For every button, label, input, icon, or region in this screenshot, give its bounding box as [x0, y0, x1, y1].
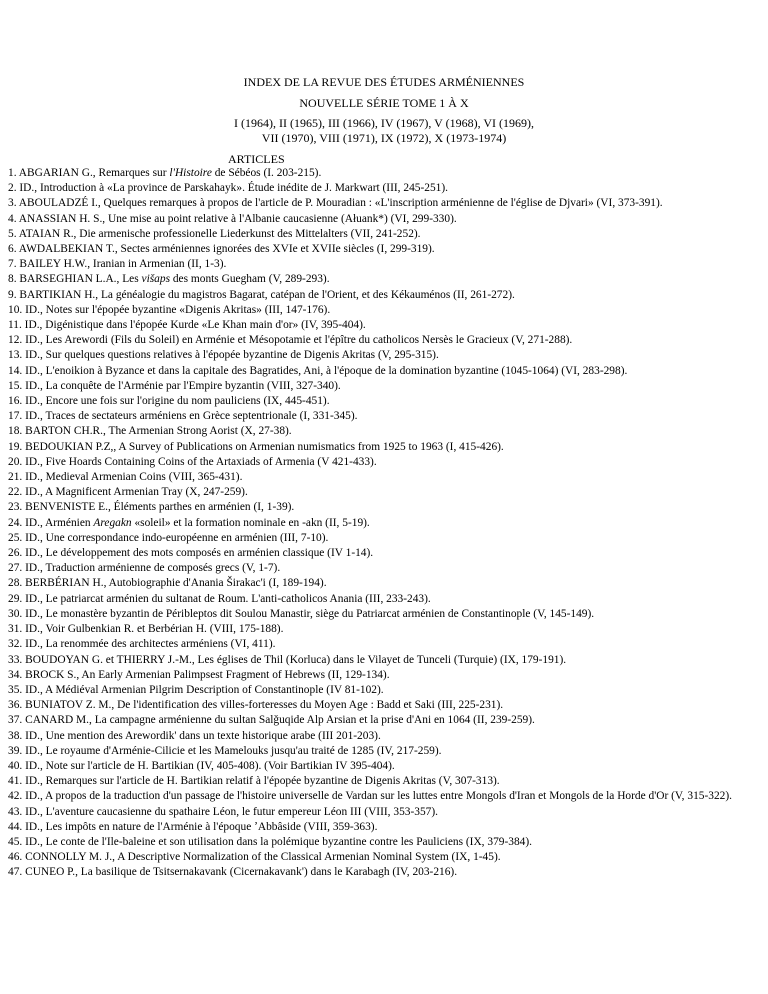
- series-title: NOUVELLE SÉRIE TOME 1 À X: [299, 96, 469, 110]
- entry-text: CANARD M., La campagne arménienne du sultan Salǧuqide Alp Arsian et la prise d'Ani en 1064 (II, 239-259).: [25, 714, 535, 727]
- article-entry: [8, 805, 751, 820]
- article-entry: [8, 272, 751, 287]
- article-entry: [8, 637, 751, 652]
- article-entry: [8, 181, 751, 196]
- entry-text: BENVENISTE E., Éléments parthes en arménien (I, 1-39).: [25, 501, 295, 514]
- entry-text: ID., L'aventure caucasienne du spathaire Léon, le futur empereur Léon III (VIII, 353-357).: [25, 805, 438, 818]
- article-entry: [8, 713, 751, 728]
- entry-text: BOUDOYAN G. et THIERRY J.-M., Les églises de Thil (Korluca) dans le Vilayet de Tunceli (Turquie) (IX, 179-191).: [25, 653, 567, 666]
- entry-text: ABGARIAN G., Remarques sur: [18, 167, 170, 179]
- entry-number: 26.: [8, 547, 26, 560]
- entry-number: 21.: [8, 471, 26, 484]
- entry-text: BERBÉRIAN H., Autobiographie d'Anania Širakac'i (I, 189-194).: [25, 577, 327, 590]
- article-entry: [8, 683, 751, 698]
- entry-text: ANASSIAN H. S., Une mise au point relative à l'Albanie caucasienne (Ałuank*) (VI, 299-330).: [18, 212, 457, 225]
- article-entry: [8, 607, 751, 622]
- article-entry: [8, 242, 751, 257]
- entry-text: ID., Traduction arménienne de composés grecs (V, 1-7).: [25, 562, 281, 575]
- article-entry: [8, 865, 751, 880]
- entry-text: ID., Arménien: [25, 516, 94, 529]
- volumes-line-1: I (1964), II (1965), III (1966), IV (1967), V (1968), VI (1969),: [233, 116, 535, 130]
- article-entry: [8, 364, 751, 379]
- article-entry: [8, 744, 751, 759]
- entry-number: 37.: [8, 714, 26, 727]
- entry-text: ID., Le patriarcat arménien du sultanat de Roum. L'anti-catholicos Anania (III, 233-243).: [25, 592, 431, 605]
- entry-number: 46.: [8, 851, 26, 864]
- article-entry: [8, 485, 751, 500]
- article-entry: [8, 546, 751, 561]
- article-entry: [8, 729, 751, 744]
- article-entry: [8, 531, 751, 546]
- article-entry: [8, 668, 751, 683]
- entry-text: ABOULADZÉ I., Quelques remarques à propos de l'article de P. Mouradian : «L'inscription arménienne de l'église de Djvari» (VI, 373-391).: [18, 197, 663, 210]
- entry-number: 39.: [8, 744, 26, 757]
- entry-italic-text: l'Histoire: [169, 167, 212, 179]
- entry-italic-text: Aregakn: [93, 516, 132, 529]
- entry-text: ID., La conquête de l'Arménie par l'Empire byzantin (VIII, 327-340).: [25, 379, 341, 392]
- entry-number: 12.: [8, 334, 26, 347]
- entry-number: 5.: [8, 227, 19, 240]
- article-entry: [8, 653, 751, 668]
- entry-number: 3.: [8, 197, 19, 210]
- entry-text: ID., Voir Gulbenkian R. et Berbérian H. (VIII, 175-188).: [25, 623, 284, 636]
- entry-text: ID., A Médiéval Armenian Pilgrim Description of Constantinople (IV 81-102).: [25, 683, 384, 696]
- entry-text: ID., Five Hoards Containing Coins of the Artaxiads of Armenia (V 421-433).: [25, 455, 377, 468]
- entry-text-tail: «soleil» et la formation nominale en -akn (II, 5-19).: [131, 516, 370, 529]
- entry-text: ID., Une correspondance indo-européenne en arménien (III, 7-10).: [25, 531, 329, 544]
- entry-text: ID., Le développement des mots composés en arménien classique (IV 1-14).: [25, 547, 374, 560]
- entry-text: ID., A Magnificent Armenian Tray (X, 247-259).: [25, 486, 248, 499]
- section-heading: ARTICLES: [228, 152, 285, 166]
- entry-number: 2.: [8, 182, 20, 195]
- volumes-line-2: VII (1970), VIII (1971), IX (1972), X (1973-1974): [261, 131, 507, 145]
- entry-number: 11.: [8, 319, 25, 332]
- article-list: [8, 166, 751, 881]
- entry-number: 35.: [8, 683, 26, 696]
- entry-number: 20.: [8, 455, 26, 468]
- entry-text: BARSEGHIAN L.A., Les: [19, 273, 142, 286]
- entry-text-tail: de Sébéos (I. 203-215).: [211, 167, 322, 179]
- article-entry: [8, 576, 751, 591]
- entry-number: 15.: [8, 379, 26, 392]
- article-entry: [8, 440, 751, 455]
- entry-number: 30.: [8, 607, 26, 620]
- entry-text: BROCK S., An Early Armenian Palimpsest Fragment of Hebrews (II, 129-134).: [25, 668, 390, 681]
- entry-text: ID., Note sur l'article de H. Bartikian (IV, 405-408). (Voir Bartikian IV 395-404).: [25, 759, 395, 772]
- entry-number: 33.: [8, 653, 26, 666]
- entry-number: 19.: [8, 440, 26, 453]
- article-entry: [8, 424, 751, 439]
- article-entry: [8, 257, 751, 272]
- entry-text: ID., Notes sur l'épopée byzantine «Digenis Akritas» (III, 147-176).: [25, 303, 331, 316]
- entry-text: ID., Les Arewordi (Fils du Soleil) en Arménie et Mésopotamie et l'épître du catholicos Nersès le Gracieux (V, 271-288).: [25, 334, 573, 347]
- entry-text: ID., Les impôts en nature de l'Arménie à l'époque ʼAbbâside (VIII, 359-363).: [25, 820, 378, 833]
- article-entry: [8, 455, 751, 470]
- entry-text: BUNIATOV Z. M., De l'identification des villes-forteresses du Moyen Age : Badd et Saki (III, 225-231).: [25, 699, 504, 712]
- entry-text: ID., La renommée des architectes arméniens (VI, 411).: [25, 638, 276, 651]
- entry-number: 8.: [8, 273, 20, 286]
- article-entry: [8, 303, 751, 318]
- entry-text: ID., Remarques sur l'article de H. Bartikian relatif à l'épopée byzantine de Digenis Akritas (V, 307-313).: [25, 775, 500, 788]
- entry-text: ID., Digénistique dans l'épopée Kurde «Le Khan main d'or» (IV, 395-404).: [24, 319, 366, 332]
- entry-number: 38.: [8, 729, 26, 742]
- entry-text: CUNEO P., La basilique de Tsitsernakavank (Cicernakavank') dans le Karabagh (IV, 203-216).: [25, 866, 458, 879]
- entry-text: ID., Medieval Armenian Coins (VIII, 365-431).: [25, 471, 243, 484]
- entry-number: 16.: [8, 395, 26, 408]
- article-entry: [8, 212, 751, 227]
- entry-number: 32.: [8, 638, 26, 651]
- entry-number: 24.: [8, 516, 26, 529]
- index-title: INDEX DE LA REVUE DES ÉTUDES ARMÉNIENNES: [243, 75, 525, 89]
- entry-italic-text: višaps: [141, 273, 171, 286]
- article-entry: [8, 166, 751, 181]
- entry-number: 40.: [8, 759, 26, 772]
- article-entry: [8, 227, 751, 242]
- article-entry: [8, 759, 751, 774]
- entry-number: 17.: [8, 410, 26, 423]
- entry-text: ID., Une mention des Arewordik' dans un texte historique arabe (III 201-203).: [25, 729, 381, 742]
- entry-number: 34.: [8, 668, 26, 681]
- entry-text: ID., Introduction à «La province de Parskahayk». Étude inédite de J. Markwart (III, 245-251).: [19, 182, 448, 195]
- entry-number: 29.: [8, 592, 26, 605]
- entry-text: ID., Le royaume d'Arménie-Cilicie et les Mamelouks jusqu'au traité de 1285 (IV, 217-259).: [25, 744, 442, 757]
- entry-text: ID., Encore une fois sur l'origine du nom pauliciens (IX, 445-451).: [25, 395, 330, 408]
- entry-number: 9.: [8, 288, 20, 301]
- article-entry: [8, 835, 751, 850]
- article-entry: [8, 561, 751, 576]
- entry-text: ID., Le monastère byzantin de Péribleptos dit Soulou Manastir, siège du Patriarcat arménien de Constantinople (V, 145-149).: [25, 607, 595, 620]
- entry-text: BARTON CH.R., The Armenian Strong Aorist (X, 27-38).: [25, 425, 292, 438]
- article-entry: [8, 288, 751, 303]
- article-entry: [8, 348, 751, 363]
- article-entry: [8, 622, 751, 637]
- entry-text: ATAIAN R., Die armenische professionelle Liederkunst des Mittelalters (VII, 241-252).: [18, 227, 421, 240]
- entry-number: 31.: [8, 623, 26, 636]
- entry-number: 23.: [8, 501, 26, 514]
- entry-number: 45.: [8, 835, 26, 848]
- entry-text: ID., L'enoikion à Byzance et dans la capitale des Bagratides, Ani, à l'époque de la domination byzantine (1045-1064) (VI, 283-298).: [25, 364, 628, 377]
- entry-number: 36.: [8, 699, 26, 712]
- entry-text: AWDALBEKIAN T., Sectes arméniennes ignorées des XVIe et XVIIe siècles (I, 299-319).: [18, 243, 435, 256]
- article-entry: [8, 409, 751, 424]
- entry-text: CONNOLLY M. J., A Descriptive Normalization of the Classical Armenian Nominal System (IX, 1-45).: [25, 851, 501, 864]
- entry-number: 18.: [8, 425, 26, 438]
- entry-number: 10.: [8, 303, 26, 316]
- article-entry: [8, 820, 751, 835]
- article-entry: [8, 774, 751, 789]
- entry-number: 42.: [8, 790, 26, 803]
- entry-text-tail: des monts Guegham (V, 289-293).: [170, 273, 330, 286]
- entry-number: 27.: [8, 562, 26, 575]
- entry-number: 28.: [8, 577, 26, 590]
- article-entry: [8, 196, 751, 211]
- article-entry: [8, 516, 751, 531]
- article-entry: [8, 698, 751, 713]
- entry-text: ID., Traces de sectateurs arméniens en Grèce septentrionale (I, 331-345).: [25, 410, 358, 423]
- entry-number: 4.: [8, 212, 19, 225]
- article-entry: [8, 500, 751, 515]
- entry-number: 13.: [8, 349, 26, 362]
- entry-number: 7.: [8, 258, 20, 271]
- entry-number: 14.: [8, 364, 26, 377]
- article-entry: [8, 789, 751, 804]
- entry-text: BEDOUKIAN P.Z,, A Survey of Publications on Armenian numismatics from 1925 to 1963 (I, 415-426).: [25, 440, 504, 453]
- entry-text: ID., A propos de la traduction d'un passage de l'histoire universelle de Vardan sur les luttes entre Mongols d'Iran et Mongols de la Horde d'Or (V, 315-322).: [25, 790, 732, 803]
- article-entry: [8, 850, 751, 865]
- entry-number: 41.: [8, 775, 26, 788]
- article-entry: [8, 394, 751, 409]
- entry-number: 47.: [8, 866, 26, 879]
- entry-text: ID., Le conte de l'Ile-baleine et son utilisation dans la polémique byzantine contre les Pauliciens (IX, 379-384).: [25, 835, 532, 848]
- article-entry: [8, 379, 751, 394]
- article-entry: [8, 333, 751, 348]
- entry-number: 25.: [8, 531, 26, 544]
- entry-number: 44.: [8, 820, 26, 833]
- entry-text: ID., Sur quelques questions relatives à l'épopée byzantine de Digenis Akritas (V, 295-315).: [25, 349, 439, 362]
- entry-text: BARTIKIAN H., La généalogie du magistros Bagarat, catépan de l'Orient, et des Kékauménos (II, 261-272).: [19, 288, 515, 301]
- article-entry: [8, 470, 751, 485]
- article-entry: [8, 318, 751, 333]
- entry-number: 6.: [8, 243, 19, 256]
- entry-number: 1.: [8, 167, 19, 179]
- article-entry: [8, 592, 751, 607]
- entry-number: 43.: [8, 805, 26, 818]
- entry-number: 22.: [8, 486, 26, 499]
- entry-text: BAILEY H.W., Iranian in Armenian (II, 1-3).: [19, 258, 227, 271]
